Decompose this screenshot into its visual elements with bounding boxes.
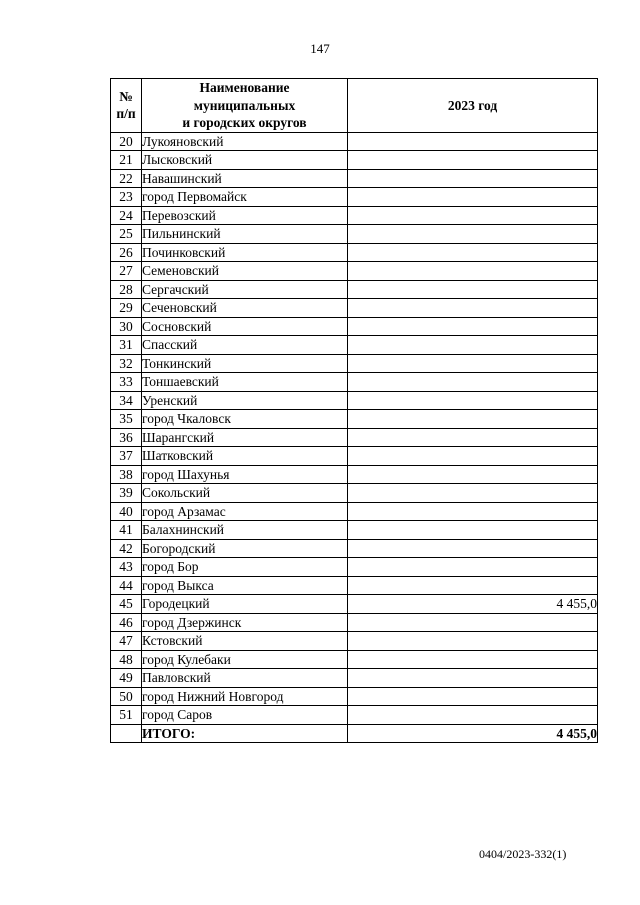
row-name: город Выкса — [142, 576, 348, 595]
row-name: Навашинский — [142, 169, 348, 188]
row-value — [348, 317, 598, 336]
header-name-line3: и городских округов — [182, 115, 307, 130]
row-name: Лысковский — [142, 151, 348, 170]
row-value — [348, 391, 598, 410]
table-body — [111, 132, 598, 724]
table-row — [111, 706, 598, 725]
table-row — [111, 650, 598, 669]
table-row — [111, 132, 598, 151]
row-number: 38 — [111, 465, 142, 484]
row-name: Сокольский — [142, 484, 348, 503]
row-number: 40 — [111, 502, 142, 521]
row-value — [348, 558, 598, 577]
row-name: город Чкаловск — [142, 410, 348, 429]
row-value — [348, 299, 598, 318]
header-row — [111, 79, 598, 133]
row-name: Уренский — [142, 391, 348, 410]
row-value — [348, 650, 598, 669]
table-row — [111, 225, 598, 244]
row-value — [348, 428, 598, 447]
row-value — [348, 354, 598, 373]
table-row — [111, 151, 598, 170]
table-row — [111, 669, 598, 688]
row-number: 35 — [111, 410, 142, 429]
header-name — [142, 79, 348, 133]
row-value — [348, 373, 598, 392]
row-value — [348, 336, 598, 355]
row-number: 34 — [111, 391, 142, 410]
row-name: Пильнинский — [142, 225, 348, 244]
row-number: 33 — [111, 373, 142, 392]
header-number — [111, 79, 142, 133]
row-name: город Саров — [142, 706, 348, 725]
header-number-symbol: № — [119, 88, 133, 104]
row-name: город Нижний Новгород — [142, 687, 348, 706]
row-value — [348, 632, 598, 651]
row-value — [348, 447, 598, 466]
row-number: 29 — [111, 299, 142, 318]
row-name: город Арзамас — [142, 502, 348, 521]
row-value — [348, 521, 598, 540]
table-row — [111, 188, 598, 207]
row-value: 4 455,0 — [348, 595, 598, 614]
row-value — [348, 280, 598, 299]
row-number: 31 — [111, 336, 142, 355]
header-name-line1: Наименование — [199, 80, 290, 95]
table-row — [111, 243, 598, 262]
row-value — [348, 687, 598, 706]
row-value — [348, 706, 598, 725]
row-name: Тонкинский — [142, 354, 348, 373]
row-number: 41 — [111, 521, 142, 540]
row-name: город Дзержинск — [142, 613, 348, 632]
header-year: 2023 год — [348, 79, 598, 133]
table-row — [111, 317, 598, 336]
row-name: Шатковский — [142, 447, 348, 466]
row-number: 44 — [111, 576, 142, 595]
row-name: Богородский — [142, 539, 348, 558]
row-number: 48 — [111, 650, 142, 669]
row-number: 23 — [111, 188, 142, 207]
table-row — [111, 206, 598, 225]
table-row — [111, 336, 598, 355]
row-name: Сосновский — [142, 317, 348, 336]
row-name: город Бор — [142, 558, 348, 577]
row-number: 50 — [111, 687, 142, 706]
table-row — [111, 410, 598, 429]
row-name: Семеновский — [142, 262, 348, 281]
row-name: город Шахунья — [142, 465, 348, 484]
row-value — [348, 169, 598, 188]
table-row — [111, 613, 598, 632]
row-value — [348, 188, 598, 207]
row-value — [348, 262, 598, 281]
row-value — [348, 243, 598, 262]
row-number: 47 — [111, 632, 142, 651]
row-name: Шарангский — [142, 428, 348, 447]
row-number: 51 — [111, 706, 142, 725]
table-row — [111, 595, 598, 614]
table-row — [111, 280, 598, 299]
row-number: 20 — [111, 132, 142, 151]
table-row — [111, 484, 598, 503]
table-row — [111, 354, 598, 373]
row-number: 37 — [111, 447, 142, 466]
row-number: 30 — [111, 317, 142, 336]
row-value — [348, 465, 598, 484]
row-name: Павловский — [142, 669, 348, 688]
row-name: город Кулебаки — [142, 650, 348, 669]
row-number: 26 — [111, 243, 142, 262]
table-header — [111, 79, 598, 133]
row-value — [348, 151, 598, 170]
row-value — [348, 132, 598, 151]
table-row — [111, 576, 598, 595]
row-number: 25 — [111, 225, 142, 244]
row-number: 32 — [111, 354, 142, 373]
row-value — [348, 206, 598, 225]
row-number: 46 — [111, 613, 142, 632]
table-row — [111, 558, 598, 577]
table-row — [111, 687, 598, 706]
table-row — [111, 539, 598, 558]
table-row — [111, 169, 598, 188]
row-number: 49 — [111, 669, 142, 688]
row-value — [348, 502, 598, 521]
row-number: 24 — [111, 206, 142, 225]
table-row — [111, 447, 598, 466]
budget-table — [110, 78, 598, 743]
page-number: 147 — [310, 41, 330, 56]
row-name: Починковский — [142, 243, 348, 262]
header-name-line2: муниципальных — [193, 97, 296, 113]
table-row — [111, 428, 598, 447]
row-number: 28 — [111, 280, 142, 299]
row-number: 39 — [111, 484, 142, 503]
row-name: Балахнинский — [142, 521, 348, 540]
total-number-cell — [111, 724, 142, 743]
row-value — [348, 576, 598, 595]
table-row — [111, 373, 598, 392]
total-row — [111, 724, 598, 743]
row-value — [348, 225, 598, 244]
table-row — [111, 521, 598, 540]
row-name: Перевозский — [142, 206, 348, 225]
row-name: Лукояновский — [142, 132, 348, 151]
table-row — [111, 299, 598, 318]
row-number: 22 — [111, 169, 142, 188]
row-value — [348, 410, 598, 429]
row-number: 21 — [111, 151, 142, 170]
row-number: 43 — [111, 558, 142, 577]
row-name: Кстовский — [142, 632, 348, 651]
table-row — [111, 632, 598, 651]
row-name: Тоншаевский — [142, 373, 348, 392]
table-row — [111, 465, 598, 484]
total-value: 4 455,0 — [348, 724, 598, 743]
row-number: 42 — [111, 539, 142, 558]
row-value — [348, 669, 598, 688]
total-label: ИТОГО: — [142, 724, 348, 743]
row-name: Спасский — [142, 336, 348, 355]
row-number: 45 — [111, 595, 142, 614]
row-name: Сергачский — [142, 280, 348, 299]
row-value — [348, 613, 598, 632]
row-number: 27 — [111, 262, 142, 281]
table-row — [111, 262, 598, 281]
table-row — [111, 502, 598, 521]
row-value — [348, 539, 598, 558]
row-name: Сеченовский — [142, 299, 348, 318]
document-code: 0404/2023-332(1) — [479, 847, 567, 861]
header-number-abbr: п/п — [116, 106, 136, 122]
table-row — [111, 391, 598, 410]
row-name: город Первомайск — [142, 188, 348, 207]
row-number: 36 — [111, 428, 142, 447]
row-value — [348, 484, 598, 503]
row-name: Городецкий — [142, 595, 348, 614]
